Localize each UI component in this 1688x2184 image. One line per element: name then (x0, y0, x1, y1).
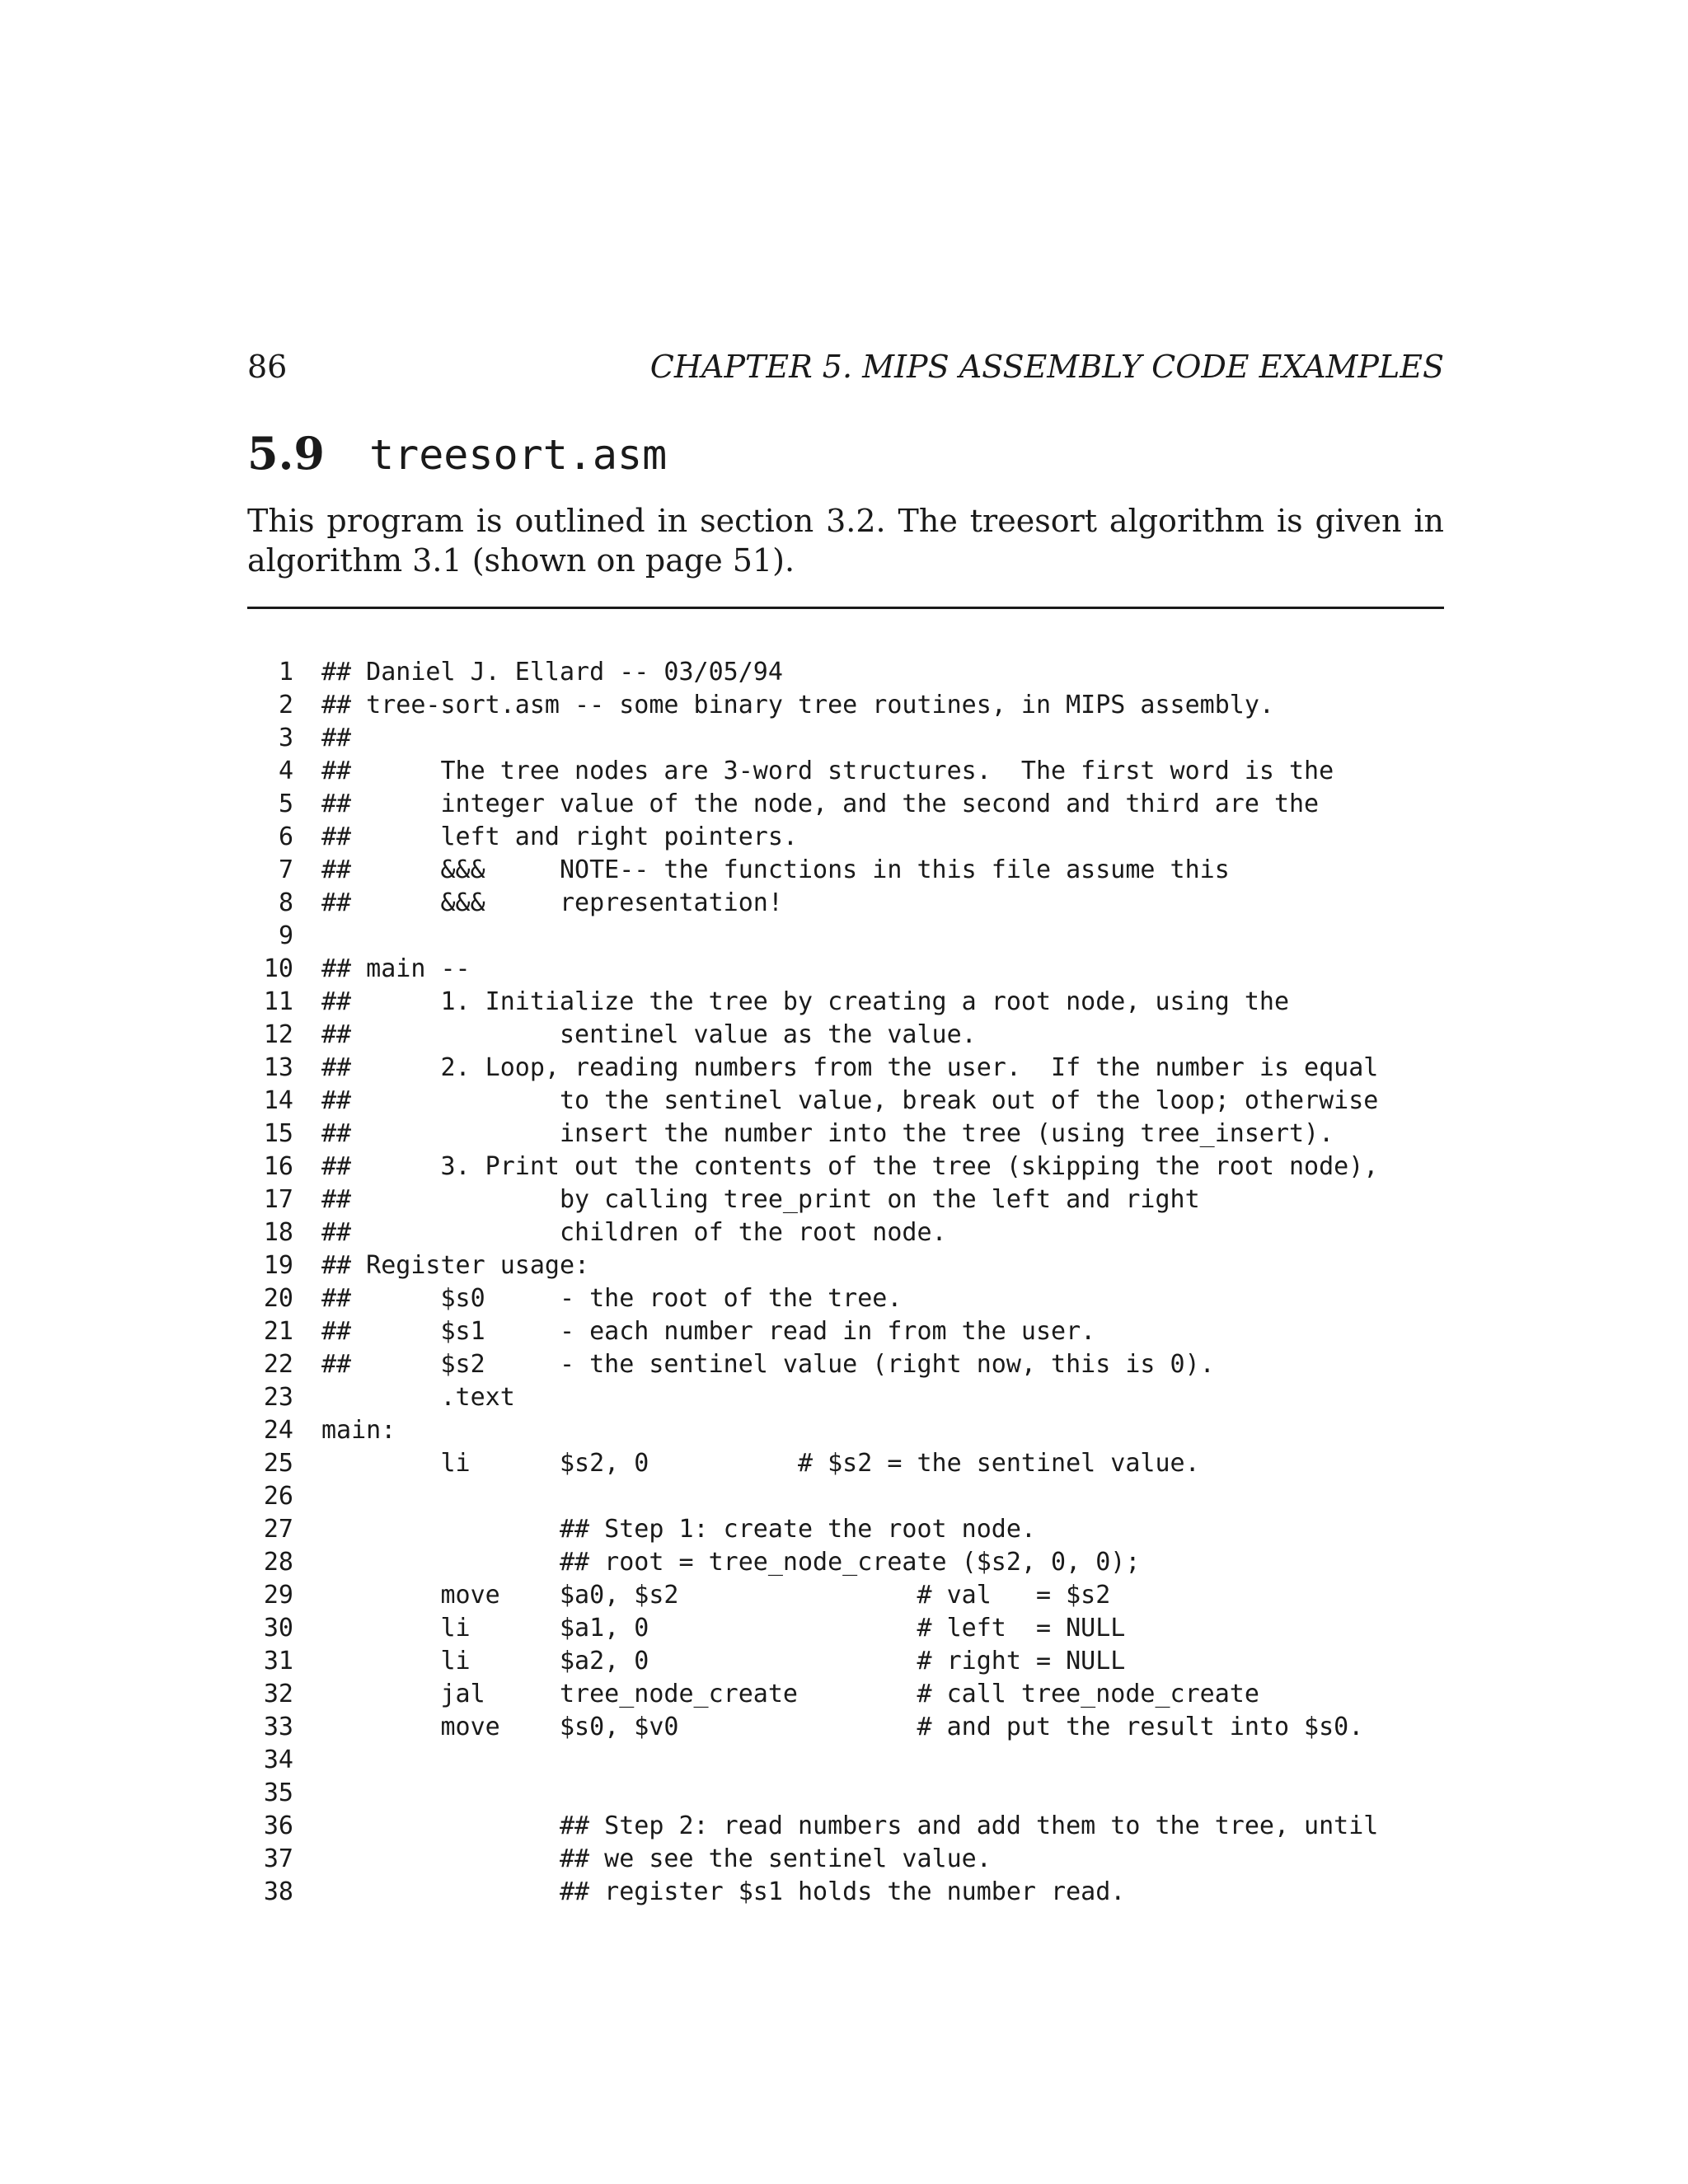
code-line (247, 821, 1444, 854)
code-line (247, 1019, 1444, 1052)
code-line (247, 1513, 1444, 1546)
code-text: ## The tree nodes are 3-word structures. The first word is the (321, 757, 1334, 785)
code-text: ## Step 2: read numbers and add them to the tree, until (321, 1811, 1379, 1840)
code-text: ## main -- (321, 954, 471, 983)
line-number: 9 (278, 921, 293, 950)
code-text: li $a1, 0 # left = NULL (321, 1614, 1126, 1643)
code-line (247, 1711, 1444, 1744)
code-text: ## tree-sort.asm -- some binary tree routines, in MIPS assembly. (321, 691, 1274, 719)
line-number: 34 (263, 1746, 293, 1774)
code-text: ## $s0 - the root of the tree. (321, 1284, 903, 1313)
code-line (247, 1282, 1444, 1315)
line-number: 2 (278, 691, 293, 719)
code-text: li $s2, 0 # $s2 = the sentinel value. (321, 1449, 1200, 1478)
code-text: ## to the sentinel value, break out of the loop; otherwise (321, 1086, 1379, 1115)
chapter-title: CHAPTER 5. MIPS ASSEMBLY CODE EXAMPLES (649, 349, 1444, 385)
code-text: ## integer value of the node, and the second and third are the (321, 790, 1320, 818)
line-number: 11 (263, 987, 293, 1016)
line-number: 21 (263, 1317, 293, 1346)
line-number: 36 (263, 1811, 293, 1840)
code-text: ## &&& NOTE-- the functions in this file assume this (321, 855, 1230, 884)
code-text: ## we see the sentinel value. (321, 1844, 992, 1873)
code-text: ## Register usage: (321, 1251, 590, 1280)
line-number: 8 (278, 888, 293, 917)
line-number: 7 (278, 855, 293, 884)
horizontal-rule (247, 607, 1444, 609)
code-line (247, 1579, 1444, 1612)
code-line (247, 1249, 1444, 1282)
line-number: 24 (263, 1416, 293, 1445)
code-line (247, 1546, 1444, 1579)
code-listing (247, 656, 1444, 1909)
line-number: 12 (263, 1020, 293, 1049)
code-text: ## Daniel J. Ellard -- 03/05/94 (321, 658, 783, 687)
code-text: main: (321, 1416, 396, 1445)
code-line (247, 656, 1444, 689)
section-heading (247, 420, 667, 486)
line-number: 26 (263, 1482, 293, 1511)
line-number: 6 (278, 823, 293, 851)
code-line (247, 1645, 1444, 1678)
line-number: 20 (263, 1284, 293, 1313)
line-number: 38 (263, 1877, 293, 1906)
code-text: li $a2, 0 # right = NULL (321, 1647, 1126, 1675)
code-line (247, 1348, 1444, 1381)
line-number: 28 (263, 1548, 293, 1577)
line-number: 23 (263, 1383, 293, 1412)
code-line (247, 1118, 1444, 1151)
intro-paragraph: This program is outlined in section 3.2. The treesort algorithm is given in algorithm 3.1 (shown on page 51). (247, 503, 1444, 579)
line-number: 18 (263, 1218, 293, 1247)
line-number: 22 (263, 1350, 293, 1379)
code-text: jal tree_node_create # call tree_node_create (321, 1680, 1259, 1708)
code-text: ## 3. Print out the contents of the tree (skipping the root node), (321, 1152, 1379, 1181)
code-line (247, 1447, 1444, 1480)
code-text: ## $s2 - the sentinel value (right now, this is 0). (321, 1350, 1215, 1379)
code-line (247, 1678, 1444, 1711)
section-number: 5.9 (247, 427, 325, 480)
code-text: .text (321, 1383, 515, 1412)
code-text: ## sentinel value as the value. (321, 1020, 977, 1049)
code-line (247, 953, 1444, 986)
code-line (247, 1085, 1444, 1118)
code-line (247, 1216, 1444, 1249)
line-number: 1 (278, 658, 293, 687)
code-text: ## 2. Loop, reading numbers from the user. If the number is equal (321, 1053, 1379, 1082)
code-text: ## Step 1: create the root node. (321, 1515, 1036, 1544)
line-number: 19 (263, 1251, 293, 1280)
code-text: ## $s1 - each number read in from the user. (321, 1317, 1096, 1346)
code-text: ## insert the number into the tree (using tree_insert). (321, 1119, 1334, 1148)
line-number: 33 (263, 1713, 293, 1741)
line-number: 27 (263, 1515, 293, 1544)
code-text: move $a0, $s2 # val = $s2 (321, 1581, 1111, 1610)
code-line (247, 1052, 1444, 1085)
line-number: 32 (263, 1680, 293, 1708)
line-number: 29 (263, 1581, 293, 1610)
section-title: treesort.asm (369, 431, 668, 479)
code-text: ## &&& representation! (321, 888, 783, 917)
code-line (247, 788, 1444, 821)
code-text: ## left and right pointers. (321, 823, 798, 851)
line-number: 31 (263, 1647, 293, 1675)
running-head (247, 346, 1444, 387)
code-line (247, 755, 1444, 788)
code-line (247, 1810, 1444, 1843)
code-line (247, 1414, 1444, 1447)
code-text: ## register $s1 holds the number read. (321, 1877, 1126, 1906)
code-line (247, 689, 1444, 722)
code-line (247, 1151, 1444, 1183)
code-text: ## (321, 724, 352, 752)
code-line (247, 1744, 1444, 1777)
code-text: ## by calling tree_print on the left and right (321, 1185, 1200, 1214)
line-number: 30 (263, 1614, 293, 1643)
code-text: move $s0, $v0 # and put the result into $s0. (321, 1713, 1364, 1741)
line-number: 17 (263, 1185, 293, 1214)
line-number: 16 (263, 1152, 293, 1181)
page-number: 86 (247, 349, 288, 385)
line-number: 5 (278, 790, 293, 818)
line-number: 37 (263, 1844, 293, 1873)
code-text: ## 1. Initialize the tree by creating a root node, using the (321, 987, 1289, 1016)
line-number: 10 (263, 954, 293, 983)
code-text: ## root = tree_node_create ($s2, 0, 0); (321, 1548, 1141, 1577)
code-text: ## children of the root node. (321, 1218, 947, 1247)
line-number: 3 (278, 724, 293, 752)
line-number: 15 (263, 1119, 293, 1148)
code-line (247, 854, 1444, 887)
code-line (247, 1876, 1444, 1909)
line-number: 35 (263, 1779, 293, 1807)
line-number: 4 (278, 757, 293, 785)
line-number: 14 (263, 1086, 293, 1115)
code-line (247, 1381, 1444, 1414)
code-line (247, 920, 1444, 953)
line-number: 13 (263, 1053, 293, 1082)
code-line (247, 1777, 1444, 1810)
code-line (247, 986, 1444, 1019)
line-number: 25 (263, 1449, 293, 1478)
code-line (247, 887, 1444, 920)
code-line (247, 1843, 1444, 1876)
code-line (247, 1612, 1444, 1645)
code-line (247, 722, 1444, 755)
code-line (247, 1480, 1444, 1513)
code-line (247, 1315, 1444, 1348)
code-line (247, 1183, 1444, 1216)
